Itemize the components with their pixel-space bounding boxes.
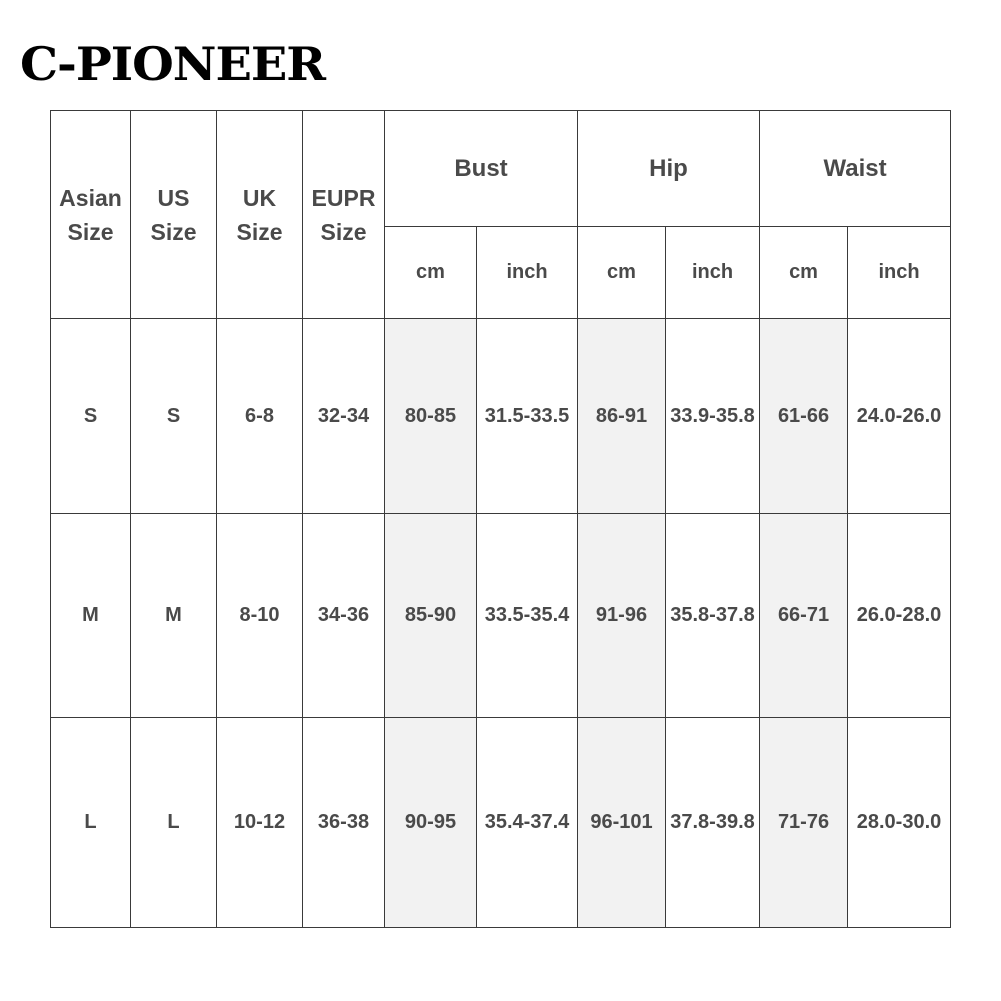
cell-hip-cm: 96-101 [578,718,666,928]
header-uk-size: UK Size [217,111,303,319]
cell-bust-inch: 33.5-35.4 [477,514,578,718]
cell-asian: S [51,319,131,514]
cell-hip-cm: 86-91 [578,319,666,514]
cell-waist-inch: 28.0-30.0 [848,718,951,928]
cell-hip-inch: 33.9-35.8 [666,319,760,514]
header-bust: Bust [385,111,578,227]
table-row [51,319,951,514]
cell-bust-cm: 90-95 [385,718,477,928]
cell-bust-cm: 80-85 [385,319,477,514]
cell-us: L [131,718,217,928]
header-asian-size: Asian Size [51,111,131,319]
cell-bust-cm: 85-90 [385,514,477,718]
cell-uk: 8-10 [217,514,303,718]
header-us-size: US Size [131,111,217,319]
table-row [51,718,951,928]
cell-waist-inch: 24.0-26.0 [848,319,951,514]
cell-asian: L [51,718,131,928]
unit-waist-cm: cm [760,227,848,319]
header-eupr-size: EUPR Size [303,111,385,319]
cell-eupr: 36-38 [303,718,385,928]
cell-asian: M [51,514,131,718]
cell-us: S [131,319,217,514]
cell-hip-inch: 37.8-39.8 [666,718,760,928]
size-chart-table [50,110,951,928]
unit-bust-inch: inch [477,227,578,319]
cell-bust-inch: 31.5-33.5 [477,319,578,514]
table-row [51,514,951,718]
cell-waist-cm: 61-66 [760,319,848,514]
cell-waist-inch: 26.0-28.0 [848,514,951,718]
cell-us: M [131,514,217,718]
cell-hip-inch: 35.8-37.8 [666,514,760,718]
unit-bust-cm: cm [385,227,477,319]
brand-logo: C-PIONEER [20,37,326,91]
cell-waist-cm: 71-76 [760,718,848,928]
unit-waist-inch: inch [848,227,951,319]
cell-uk: 6-8 [217,319,303,514]
header-hip: Hip [578,111,760,227]
cell-bust-inch: 35.4-37.4 [477,718,578,928]
cell-waist-cm: 66-71 [760,514,848,718]
cell-eupr: 32-34 [303,319,385,514]
header-waist: Waist [760,111,951,227]
unit-hip-inch: inch [666,227,760,319]
cell-eupr: 34-36 [303,514,385,718]
cell-uk: 10-12 [217,718,303,928]
unit-hip-cm: cm [578,227,666,319]
cell-hip-cm: 91-96 [578,514,666,718]
